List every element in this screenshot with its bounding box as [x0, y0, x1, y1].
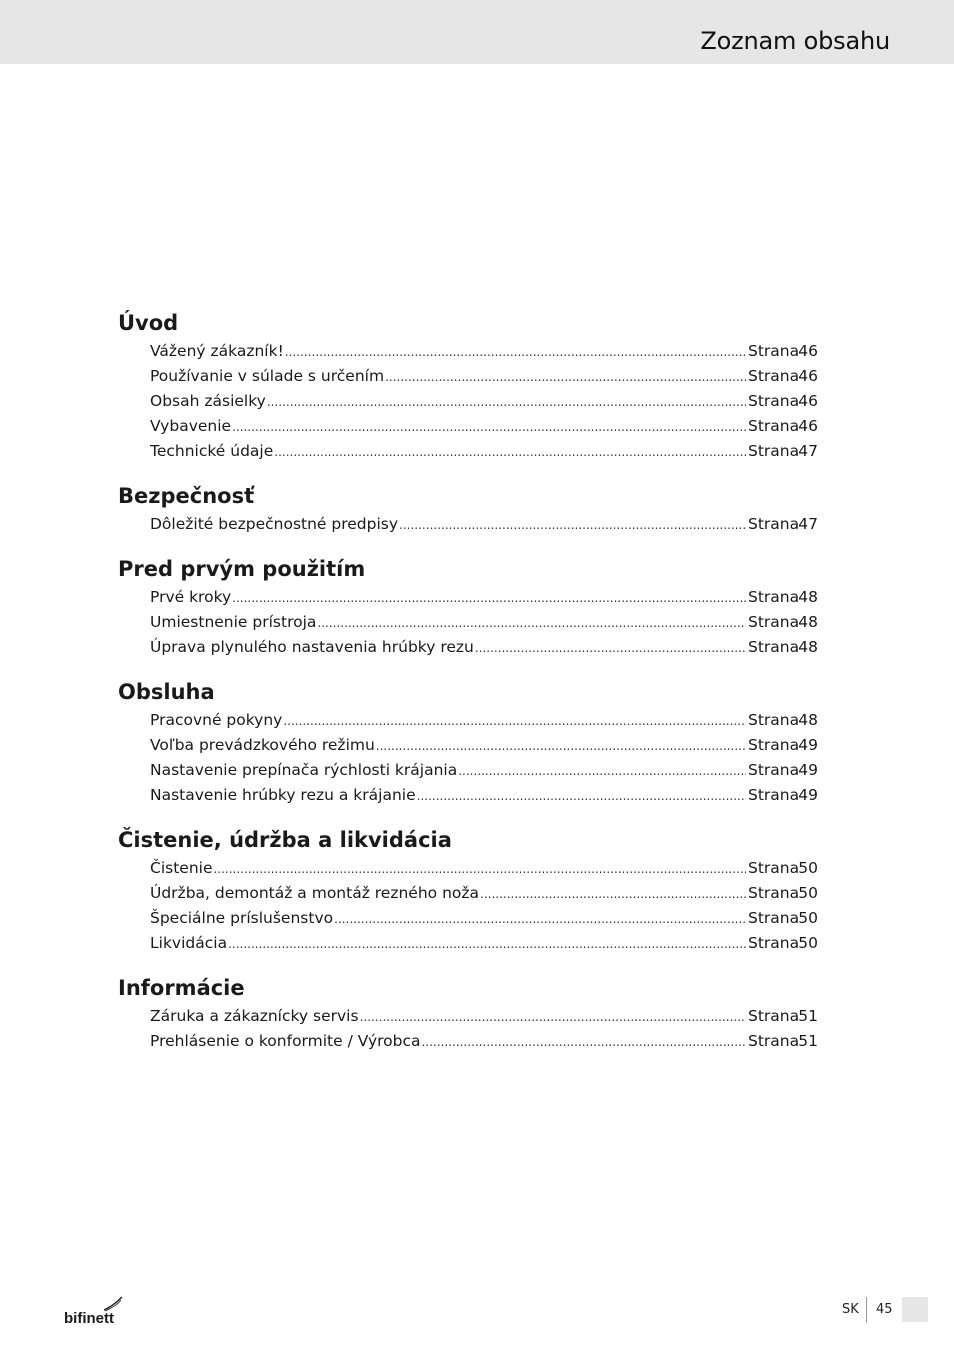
- dot-leader: [480, 882, 746, 907]
- toc-entry-page: 46: [798, 367, 818, 385]
- toc-entry-strana: Strana: [748, 367, 800, 385]
- toc-entry-strana: Strana: [748, 934, 800, 952]
- toc-section: [118, 972, 818, 1054]
- toc-entry-page: 50: [798, 909, 818, 927]
- toc-section: [118, 307, 818, 464]
- toc-entry-label: Likvidácia: [150, 934, 228, 952]
- toc-entry-label: Voľba prevádzkového režimu: [150, 736, 375, 754]
- toc-section: [118, 480, 818, 537]
- dot-leader: [385, 365, 746, 390]
- footer-marker: [902, 1297, 928, 1322]
- footer-divider: [866, 1297, 867, 1323]
- dot-leader: [376, 734, 746, 759]
- toc-entry: [118, 585, 818, 610]
- section-heading: Bezpečnosť: [118, 484, 255, 508]
- dot-leader: [274, 440, 746, 465]
- dot-leader: [422, 1030, 747, 1055]
- toc-entry: [118, 389, 818, 414]
- toc-entry: [118, 439, 818, 464]
- toc-entry-strana: Strana: [748, 613, 800, 631]
- toc-entry-label: Údržba, demontáž a montáž rezného noža: [150, 884, 480, 902]
- toc-entry-label: Vybavenie: [150, 417, 232, 435]
- toc-entry-strana: Strana: [748, 638, 800, 656]
- section-heading: Pred prvým použitím: [118, 557, 366, 581]
- page-number: 45: [876, 1302, 893, 1317]
- dot-leader: [475, 636, 746, 661]
- section-heading: Informácie: [118, 976, 245, 1000]
- section-heading: Úvod: [118, 311, 179, 335]
- section-heading: Čistenie, údržba a likvidácia: [118, 828, 452, 852]
- toc-entry: [118, 610, 818, 635]
- toc-entry: [118, 931, 818, 956]
- toc-entry-strana: Strana: [748, 884, 800, 902]
- toc-section: [118, 553, 818, 660]
- toc-entry-strana: Strana: [748, 392, 800, 410]
- dot-leader: [232, 586, 746, 611]
- dot-leader: [399, 513, 746, 538]
- dot-leader: [283, 709, 746, 734]
- toc-section: [118, 824, 818, 956]
- toc-entry-page: 51: [798, 1007, 818, 1025]
- toc-section: [118, 676, 818, 808]
- dot-leader: [458, 759, 746, 784]
- toc-entry-page: 47: [798, 442, 818, 460]
- toc-entry-strana: Strana: [748, 588, 800, 606]
- toc-entry-page: 50: [798, 884, 818, 902]
- toc-entry-label: Technické údaje: [150, 442, 274, 460]
- dot-leader: [232, 415, 746, 440]
- toc-entry-label: Vážený zákazník!: [150, 342, 284, 360]
- toc-entry-label: Prehlásenie o konformite / Výrobca: [150, 1032, 421, 1050]
- dot-leader: [417, 784, 746, 809]
- toc-entry-page: 48: [798, 613, 818, 631]
- toc-entry-page: 46: [798, 392, 818, 410]
- toc-entry-strana: Strana: [748, 711, 800, 729]
- toc-entry: [118, 635, 818, 660]
- toc-entry-page: 50: [798, 934, 818, 952]
- dot-leader: [228, 932, 746, 957]
- toc-entry: [118, 758, 818, 783]
- toc-entry-label: Čistenie: [150, 859, 213, 877]
- toc-entry-label: Nastavenie prepínača rýchlosti krájania: [150, 761, 458, 779]
- toc-entry-page: 51: [798, 1032, 818, 1050]
- toc-entry-page: 48: [798, 588, 818, 606]
- toc-entry: [118, 414, 818, 439]
- toc-entry-strana: Strana: [748, 515, 800, 533]
- dot-leader: [285, 340, 746, 365]
- page-title: Zoznam obsahu: [700, 27, 890, 55]
- toc-entry-page: 47: [798, 515, 818, 533]
- table-of-contents: [118, 307, 818, 1070]
- toc-entry-label: Prvé kroky: [150, 588, 232, 606]
- brand-logo-text: bifinett: [64, 1310, 114, 1327]
- toc-entry-strana: Strana: [748, 417, 800, 435]
- dot-leader: [360, 1005, 746, 1030]
- toc-entry-strana: Strana: [748, 1007, 800, 1025]
- toc-entry-label: Používanie v súlade s určením: [150, 367, 385, 385]
- toc-entry: [118, 339, 818, 364]
- toc-entry-label: Úprava plynulého nastavenia hrúbky rezu: [150, 638, 474, 656]
- toc-entry-label: Pracovné pokyny: [150, 711, 283, 729]
- dot-leader: [213, 857, 746, 882]
- dot-leader: [334, 907, 746, 932]
- dot-leader: [317, 611, 746, 636]
- toc-entry-strana: Strana: [748, 1032, 800, 1050]
- toc-entry: [118, 512, 818, 537]
- toc-entry-label: Dôležité bezpečnostné predpisy: [150, 515, 399, 533]
- toc-entry-label: Umiestnenie prístroja: [150, 613, 317, 631]
- toc-entry-strana: Strana: [748, 736, 800, 754]
- toc-entry: [118, 364, 818, 389]
- dot-leader: [267, 390, 746, 415]
- toc-entry-strana: Strana: [748, 786, 800, 804]
- toc-entry-page: 50: [798, 859, 818, 877]
- toc-entry: [118, 1029, 818, 1054]
- toc-entry: [118, 881, 818, 906]
- brand-logo: [64, 1296, 126, 1330]
- toc-entry-page: 48: [798, 711, 818, 729]
- toc-entry: [118, 906, 818, 931]
- toc-entry-page: 49: [798, 786, 818, 804]
- toc-entry-strana: Strana: [748, 761, 800, 779]
- toc-entry: [118, 708, 818, 733]
- toc-entry: [118, 783, 818, 808]
- toc-entry-strana: Strana: [748, 442, 800, 460]
- toc-entry-label: Špeciálne príslušenstvo: [150, 909, 334, 927]
- toc-entry-strana: Strana: [748, 859, 800, 877]
- toc-entry-page: 46: [798, 342, 818, 360]
- toc-entry-label: Záruka a zákaznícky servis: [150, 1007, 359, 1025]
- toc-entry-label: Obsah zásielky: [150, 392, 266, 410]
- toc-entry-label: Nastavenie hrúbky rezu a krájanie: [150, 786, 416, 804]
- toc-entry: [118, 733, 818, 758]
- section-heading: Obsluha: [118, 680, 215, 704]
- toc-entry: [118, 1004, 818, 1029]
- toc-entry-strana: Strana: [748, 342, 800, 360]
- header-bar: [0, 0, 954, 64]
- language-code: SK: [842, 1302, 859, 1317]
- toc-entry-page: 46: [798, 417, 818, 435]
- toc-entry-page: 48: [798, 638, 818, 656]
- toc-entry-strana: Strana: [748, 909, 800, 927]
- toc-entry: [118, 856, 818, 881]
- toc-entry-page: 49: [798, 736, 818, 754]
- toc-entry-page: 49: [798, 761, 818, 779]
